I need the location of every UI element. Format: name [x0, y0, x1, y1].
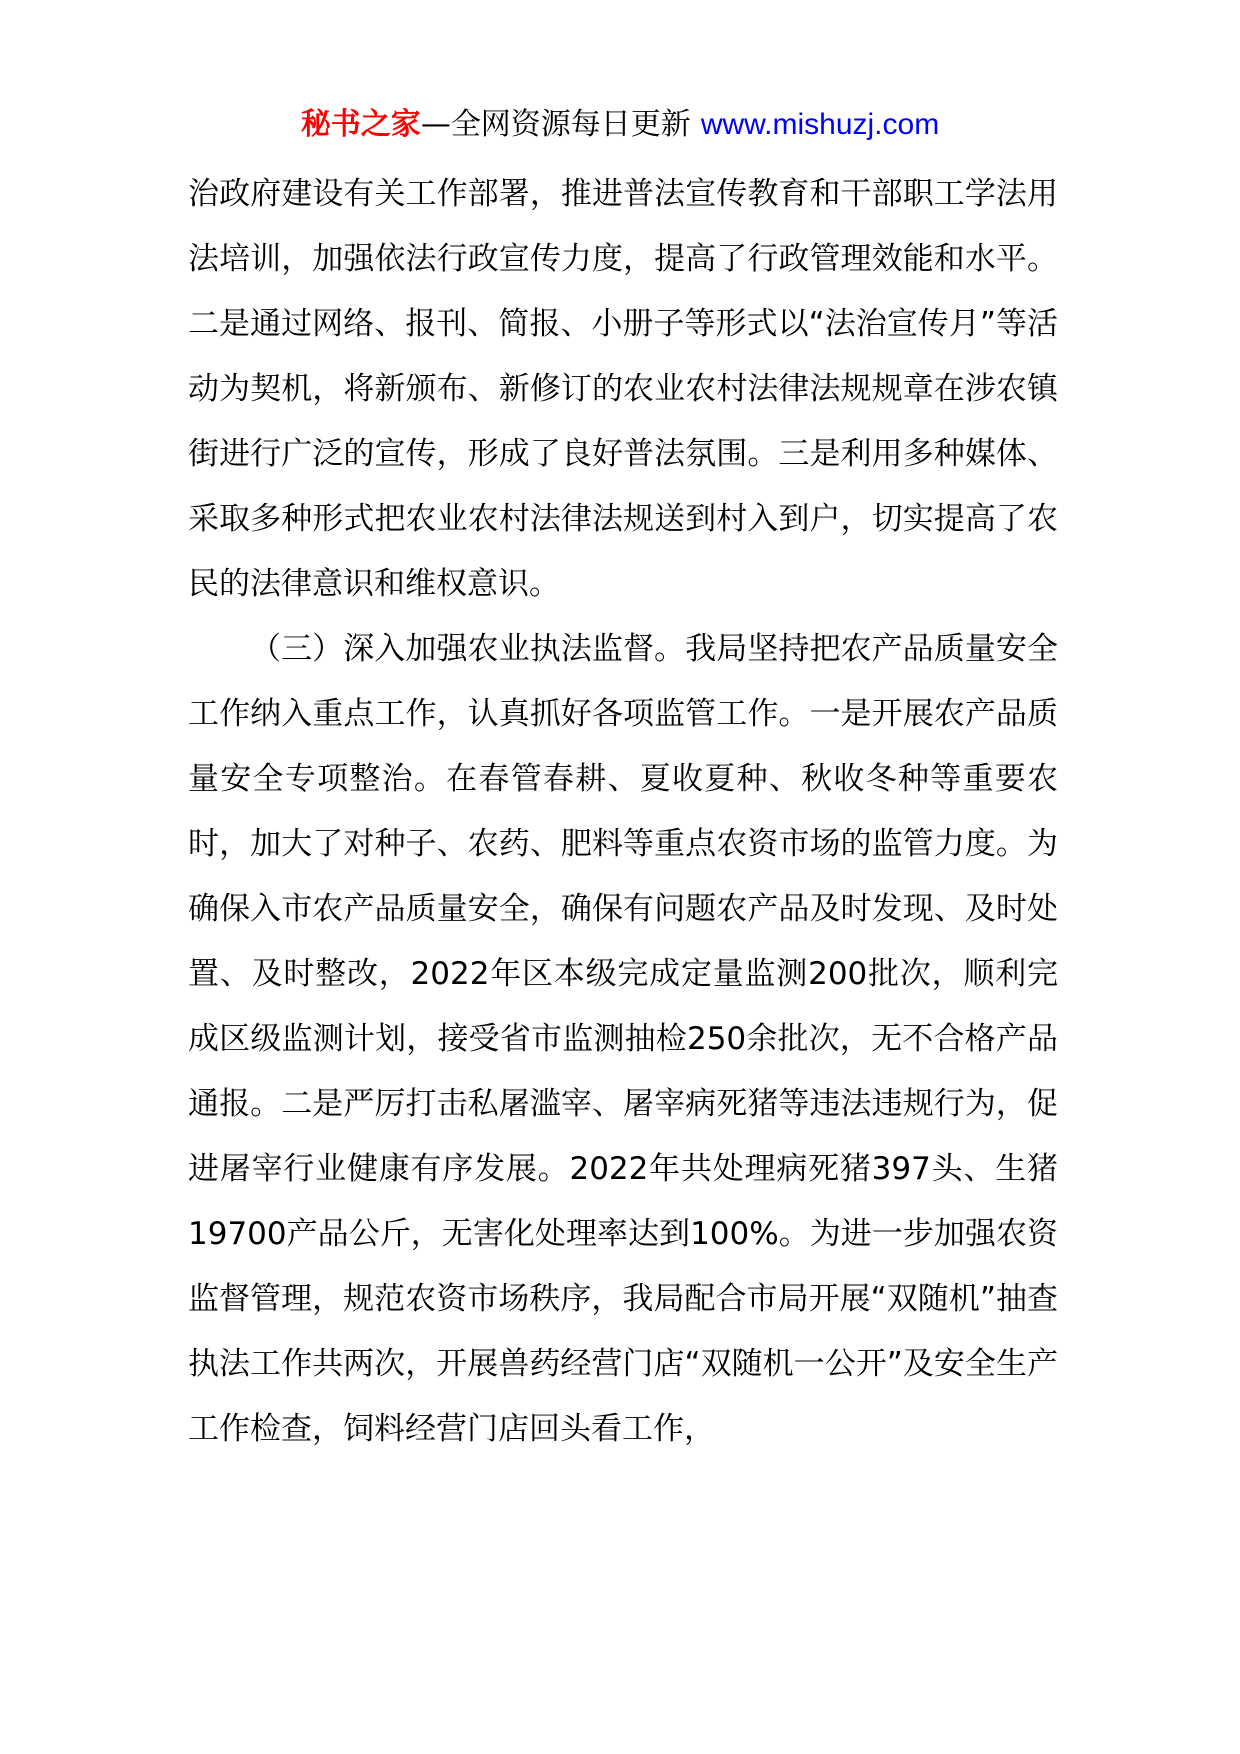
document-body: [188, 162, 1058, 1462]
paragraph-continued: 治政府建设有关工作部署，推进普法宣传教育和干部职工学法用法培训，加强依法行政宣传力度，提高了行政管理效能和水平。二是通过网络、报刊、简报、小册子等形式以“法治宣传月”等活动为契机，将新颁布、新修订的农业农村法律法规规章在涉农镇街进行广泛的宣传，形成了良好普法氛围。三是利用多种媒体、采取多种形式把农业农村法律法规送到村入到户，切实提高了农民的法律意识和维权意识。: [188, 176, 1058, 602]
header-tagline: —全网资源每日更新: [420, 107, 691, 142]
page-header: [0, 100, 1240, 150]
brand-name: 秘书之家: [300, 107, 421, 142]
paragraph-section-three: （三）深入加强农业执法监督。我局坚持把农产品质量安全工作纳入重点工作，认真抓好各项监管工作。一是开展农产品质量安全专项整治。在春管春耕、夏收夏种、秋收冬种等重要农时，加大了对种子、农药、肥料等重点农资市场的监管力度。为确保入市农产品质量安全，确保有问题农产品及时发现、及时处置、及时整改，2022年区本级完成定量监测200批次，顺利完成区级监测计划，接受省市监测抽检250余批次，无不合格产品通报。二是严厉打击私屠滥宰、屠宰病死猪等违法违规行为，促进屠宰行业健康有序发展。2022年共处理病死猪397头、生猪19700产品公斤，无害化处理率达到100%。为进一步加强农资监督管理，规范农资市场秩序，我局配合市局开展“双随机”抽查执法工作共两次，开展兽药经营门店“双随机一公开”及安全生产工作检查，饲料经营门店回头看工作，: [188, 631, 1058, 1447]
website-link[interactable]: www.mishuzj.com: [700, 108, 940, 141]
